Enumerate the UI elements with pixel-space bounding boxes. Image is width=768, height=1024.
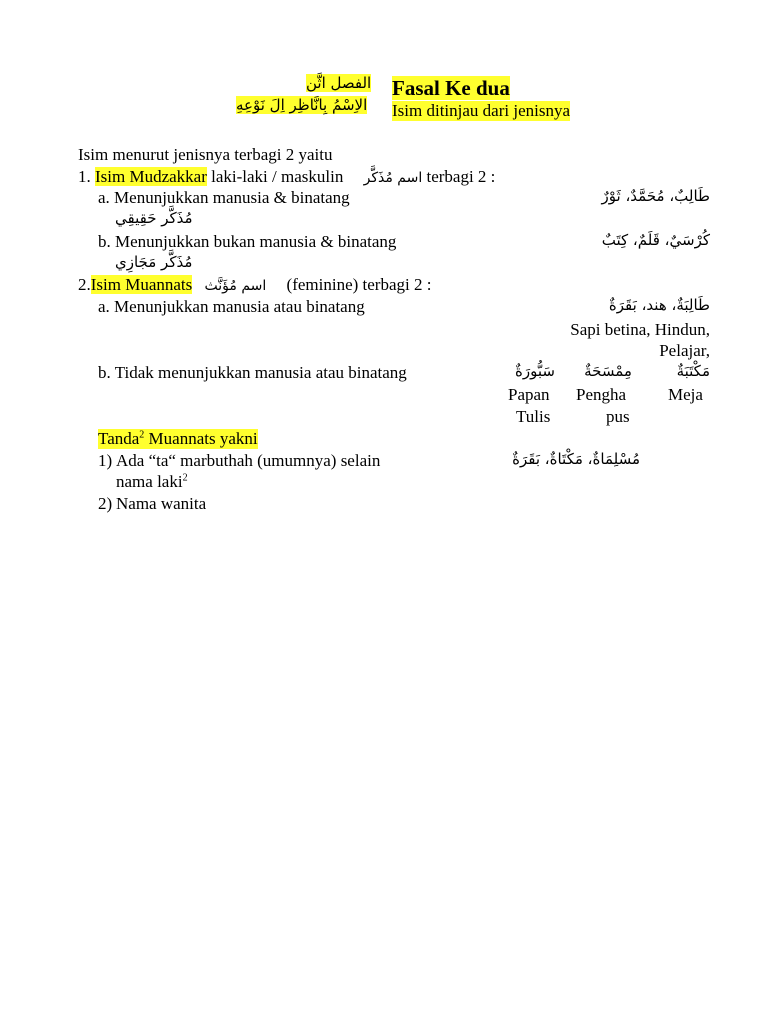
section1-item-b-label: b. Menunjukkan bukan manusia & binatang — [98, 232, 397, 251]
word-meaning-2-line1: Pengha — [576, 385, 627, 404]
signs-item1-examples: مُسْلِمَاةٌ، مَكْتَاةٌ، بَقَرَةٌ — [512, 450, 640, 468]
word-meaning-1-line1: Papan — [508, 385, 550, 404]
section2-number: 2. — [78, 275, 91, 294]
signs-item2-number: 2) — [98, 494, 113, 513]
word-arabic-1: سَبُّورَةٌ — [515, 362, 555, 380]
section1-line — [78, 167, 495, 188]
section2-line — [78, 275, 431, 296]
section1-number: 1. — [78, 167, 91, 186]
page-title: Fasal Ke dua — [392, 76, 510, 100]
section2-item-a-translation-line2: Pelajar, — [659, 341, 710, 360]
section2-term: Isim Muannats — [90, 275, 193, 294]
section1-item-a-subarabic: مُذَكَّر حَقِيقِي — [115, 209, 193, 227]
section1-item-a-label: a. Menunjukkan manusia & binatang — [98, 188, 350, 207]
word-arabic-2: مِمْسَحَةٌ — [584, 362, 632, 380]
section1-item-b-examples: كُرْسَيٌ، قَلَمٌ، كِتَبٌ — [601, 231, 710, 249]
signs-item1-line1: Ada “ta“ marbuthah (umumnya) selain — [116, 451, 381, 470]
signs-item1-line2: nama laki$^2$ — [116, 472, 188, 491]
header-arabic-line2: الاِسْمُ بِانَّاظِر اِلَ نَوْعِهِ — [236, 96, 368, 114]
section1-item-b-subarabic: مُذَكَّر مَجَازِي — [115, 253, 193, 271]
section1-item-a-examples: طَالِبٌ، مُحَمَّدٌ، ثَوْرٌ — [601, 187, 710, 205]
signs-title: Tanda$^2$ Muannats yakni — [98, 429, 258, 448]
section2-item-a-translation-line1: Sapi betina, Hindun, — [570, 320, 710, 339]
section1-desc: laki-laki / maskulin — [211, 167, 344, 186]
section2-arabic: اسم مُؤَنَّث — [204, 278, 267, 294]
word-meaning-3-line1: Meja — [668, 385, 703, 404]
section1-tail: terbagi 2 : — [426, 167, 496, 186]
section2-item-a-label: a. Menunjukkan manusia atau binatang — [98, 297, 365, 316]
signs-item1-number: 1) — [98, 451, 113, 470]
page-subtitle: Isim ditinjau dari jenisnya — [392, 101, 570, 120]
word-meaning-1-line2: Tulis — [516, 407, 551, 426]
signs-item2-line1: Nama wanita — [116, 494, 207, 513]
word-arabic-3: مَكْتَبَةٌ — [676, 362, 710, 380]
intro-text: Isim menurut jenisnya terbagi 2 yaitu — [78, 145, 333, 164]
section2-item-b-label: b. Tidak menunjukkan manusia atau binatang — [98, 363, 407, 382]
word-meaning-2-line2: pus — [606, 407, 630, 426]
header-arabic-line1: الفصل اثَّن — [306, 74, 372, 92]
section2-desc: (feminine) terbagi 2 : — [286, 275, 432, 294]
section1-arabic: اسم مُذَكَّر — [363, 170, 423, 186]
section1-term: Isim Mudzakkar — [95, 167, 207, 186]
section2-item-a-examples: طَالِبَةٌ، هند، بَقَرَةٌ — [608, 296, 710, 314]
